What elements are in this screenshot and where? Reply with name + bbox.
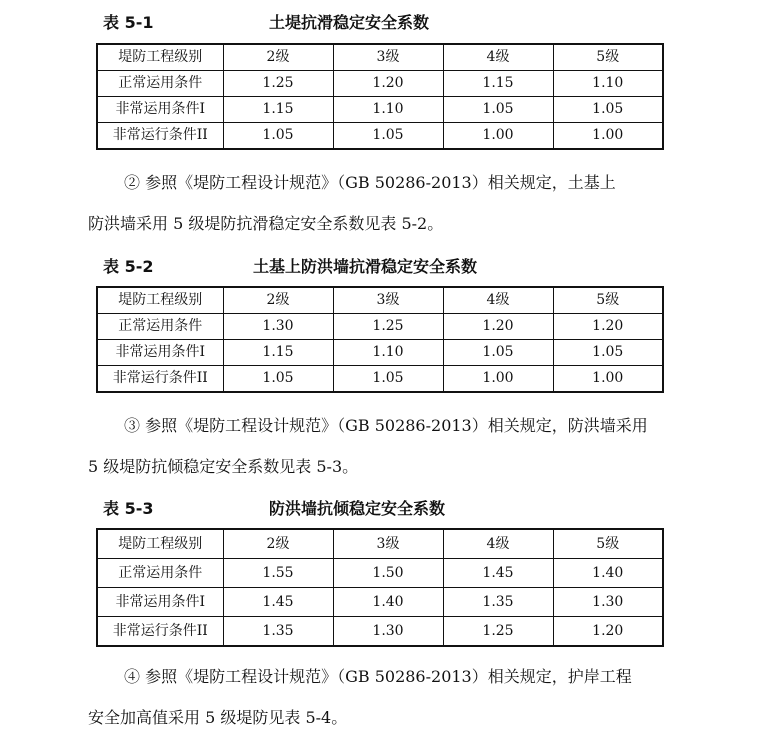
table-header-row — [97, 529, 663, 559]
paragraph-line: ② 参照《堤防工程设计规范》（GB 50286-2013）相关规定，土基上 — [124, 173, 616, 192]
header-cell: 4级 — [443, 529, 553, 559]
table-cell: 正常运用条件 — [97, 71, 223, 97]
paragraph-2 — [88, 173, 678, 234]
table-cell: 1.20 — [553, 314, 663, 340]
table-cell: 1.25 — [223, 71, 333, 97]
table-cell: 1.00 — [553, 123, 663, 150]
table-cell: 非常运用条件I — [97, 588, 223, 617]
header-cell: 堤防工程级别 — [97, 529, 223, 559]
table-cell: 1.00 — [553, 366, 663, 393]
table-cell: 1.10 — [333, 97, 443, 123]
paragraph-3 — [88, 416, 678, 477]
header-cell: 3级 — [333, 287, 443, 314]
table-cell: 非常运行条件II — [97, 366, 223, 393]
table-cell: 1.35 — [223, 617, 333, 647]
table-cell: 1.05 — [553, 97, 663, 123]
header-cell: 3级 — [333, 529, 443, 559]
table-5-2-caption — [103, 254, 663, 280]
table-title: 土基上防洪墙抗滑稳定安全系数 — [253, 257, 478, 276]
table-cell: 1.25 — [443, 617, 553, 647]
table-cell: 1.00 — [443, 366, 553, 393]
header-cell: 2级 — [223, 287, 333, 314]
header-cell: 堤防工程级别 — [97, 44, 223, 71]
table-cell: 1.15 — [443, 71, 553, 97]
table-cell: 非常运用条件I — [97, 97, 223, 123]
paragraph-4 — [88, 667, 678, 728]
table-row — [97, 617, 663, 647]
table-cell: 非常运行条件II — [97, 617, 223, 647]
header-cell: 堤防工程级别 — [97, 287, 223, 314]
paragraph-line: 防洪墙采用 5 级堤防抗滑稳定安全系数见表 5-2。 — [88, 214, 444, 233]
header-cell: 2级 — [223, 44, 333, 71]
table-row — [97, 588, 663, 617]
table-5-2 — [96, 286, 664, 393]
table-row — [97, 340, 663, 366]
paragraph-line: 安全加高值采用 5 级堤防见表 5-4。 — [88, 708, 348, 727]
table-cell: 1.50 — [333, 559, 443, 588]
table-5-3 — [96, 528, 664, 647]
table-5-1-caption — [103, 10, 663, 36]
table-cell: 1.10 — [333, 340, 443, 366]
table-5-3-caption — [103, 496, 663, 522]
table-cell: 正常运用条件 — [97, 559, 223, 588]
table-label: 表 5-2 — [103, 257, 154, 276]
table-cell: 1.45 — [443, 559, 553, 588]
header-cell: 5级 — [553, 529, 663, 559]
table-cell: 1.25 — [333, 314, 443, 340]
paragraph-line: ③ 参照《堤防工程设计规范》（GB 50286-2013）相关规定，防洪墙采用 — [124, 416, 648, 435]
header-cell: 4级 — [443, 44, 553, 71]
table-cell: 1.15 — [223, 97, 333, 123]
table-cell: 1.05 — [223, 123, 333, 150]
table-cell: 1.05 — [443, 340, 553, 366]
table-cell: 1.35 — [443, 588, 553, 617]
table-cell: 1.40 — [553, 559, 663, 588]
table-cell: 1.40 — [333, 588, 443, 617]
header-cell: 4级 — [443, 287, 553, 314]
table-cell: 1.30 — [333, 617, 443, 647]
table-cell: 1.30 — [223, 314, 333, 340]
table-cell: 正常运用条件 — [97, 314, 223, 340]
table-cell: 非常运行条件II — [97, 123, 223, 150]
table-row — [97, 314, 663, 340]
table-cell: 1.05 — [223, 366, 333, 393]
header-cell: 5级 — [553, 44, 663, 71]
header-cell: 3级 — [333, 44, 443, 71]
table-cell: 1.05 — [553, 340, 663, 366]
table-label: 表 5-3 — [103, 499, 154, 518]
table-row — [97, 97, 663, 123]
table-cell: 1.15 — [223, 340, 333, 366]
table-header-row — [97, 44, 663, 71]
table-cell: 1.05 — [333, 123, 443, 150]
paragraph-line: ④ 参照《堤防工程设计规范》（GB 50286-2013）相关规定，护岸工程 — [124, 667, 632, 686]
table-cell: 1.30 — [553, 588, 663, 617]
table-cell: 1.20 — [553, 617, 663, 647]
table-5-1 — [96, 43, 664, 150]
paragraph-line: 5 级堤防抗倾稳定安全系数见表 5-3。 — [88, 457, 359, 476]
table-cell: 1.55 — [223, 559, 333, 588]
table-label: 表 5-1 — [103, 13, 154, 32]
table-cell: 1.10 — [553, 71, 663, 97]
header-cell: 5级 — [553, 287, 663, 314]
table-cell: 1.20 — [333, 71, 443, 97]
table-cell: 1.00 — [443, 123, 553, 150]
table-title: 土堤抗滑稳定安全系数 — [269, 13, 430, 32]
table-title: 防洪墙抗倾稳定安全系数 — [269, 499, 446, 518]
table-cell: 1.20 — [443, 314, 553, 340]
table-cell: 非常运用条件I — [97, 340, 223, 366]
table-row — [97, 71, 663, 97]
table-cell: 1.05 — [443, 97, 553, 123]
table-cell: 1.45 — [223, 588, 333, 617]
table-row — [97, 366, 663, 393]
table-row — [97, 559, 663, 588]
table-header-row — [97, 287, 663, 314]
table-cell: 1.05 — [333, 366, 443, 393]
header-cell: 2级 — [223, 529, 333, 559]
table-row — [97, 123, 663, 150]
